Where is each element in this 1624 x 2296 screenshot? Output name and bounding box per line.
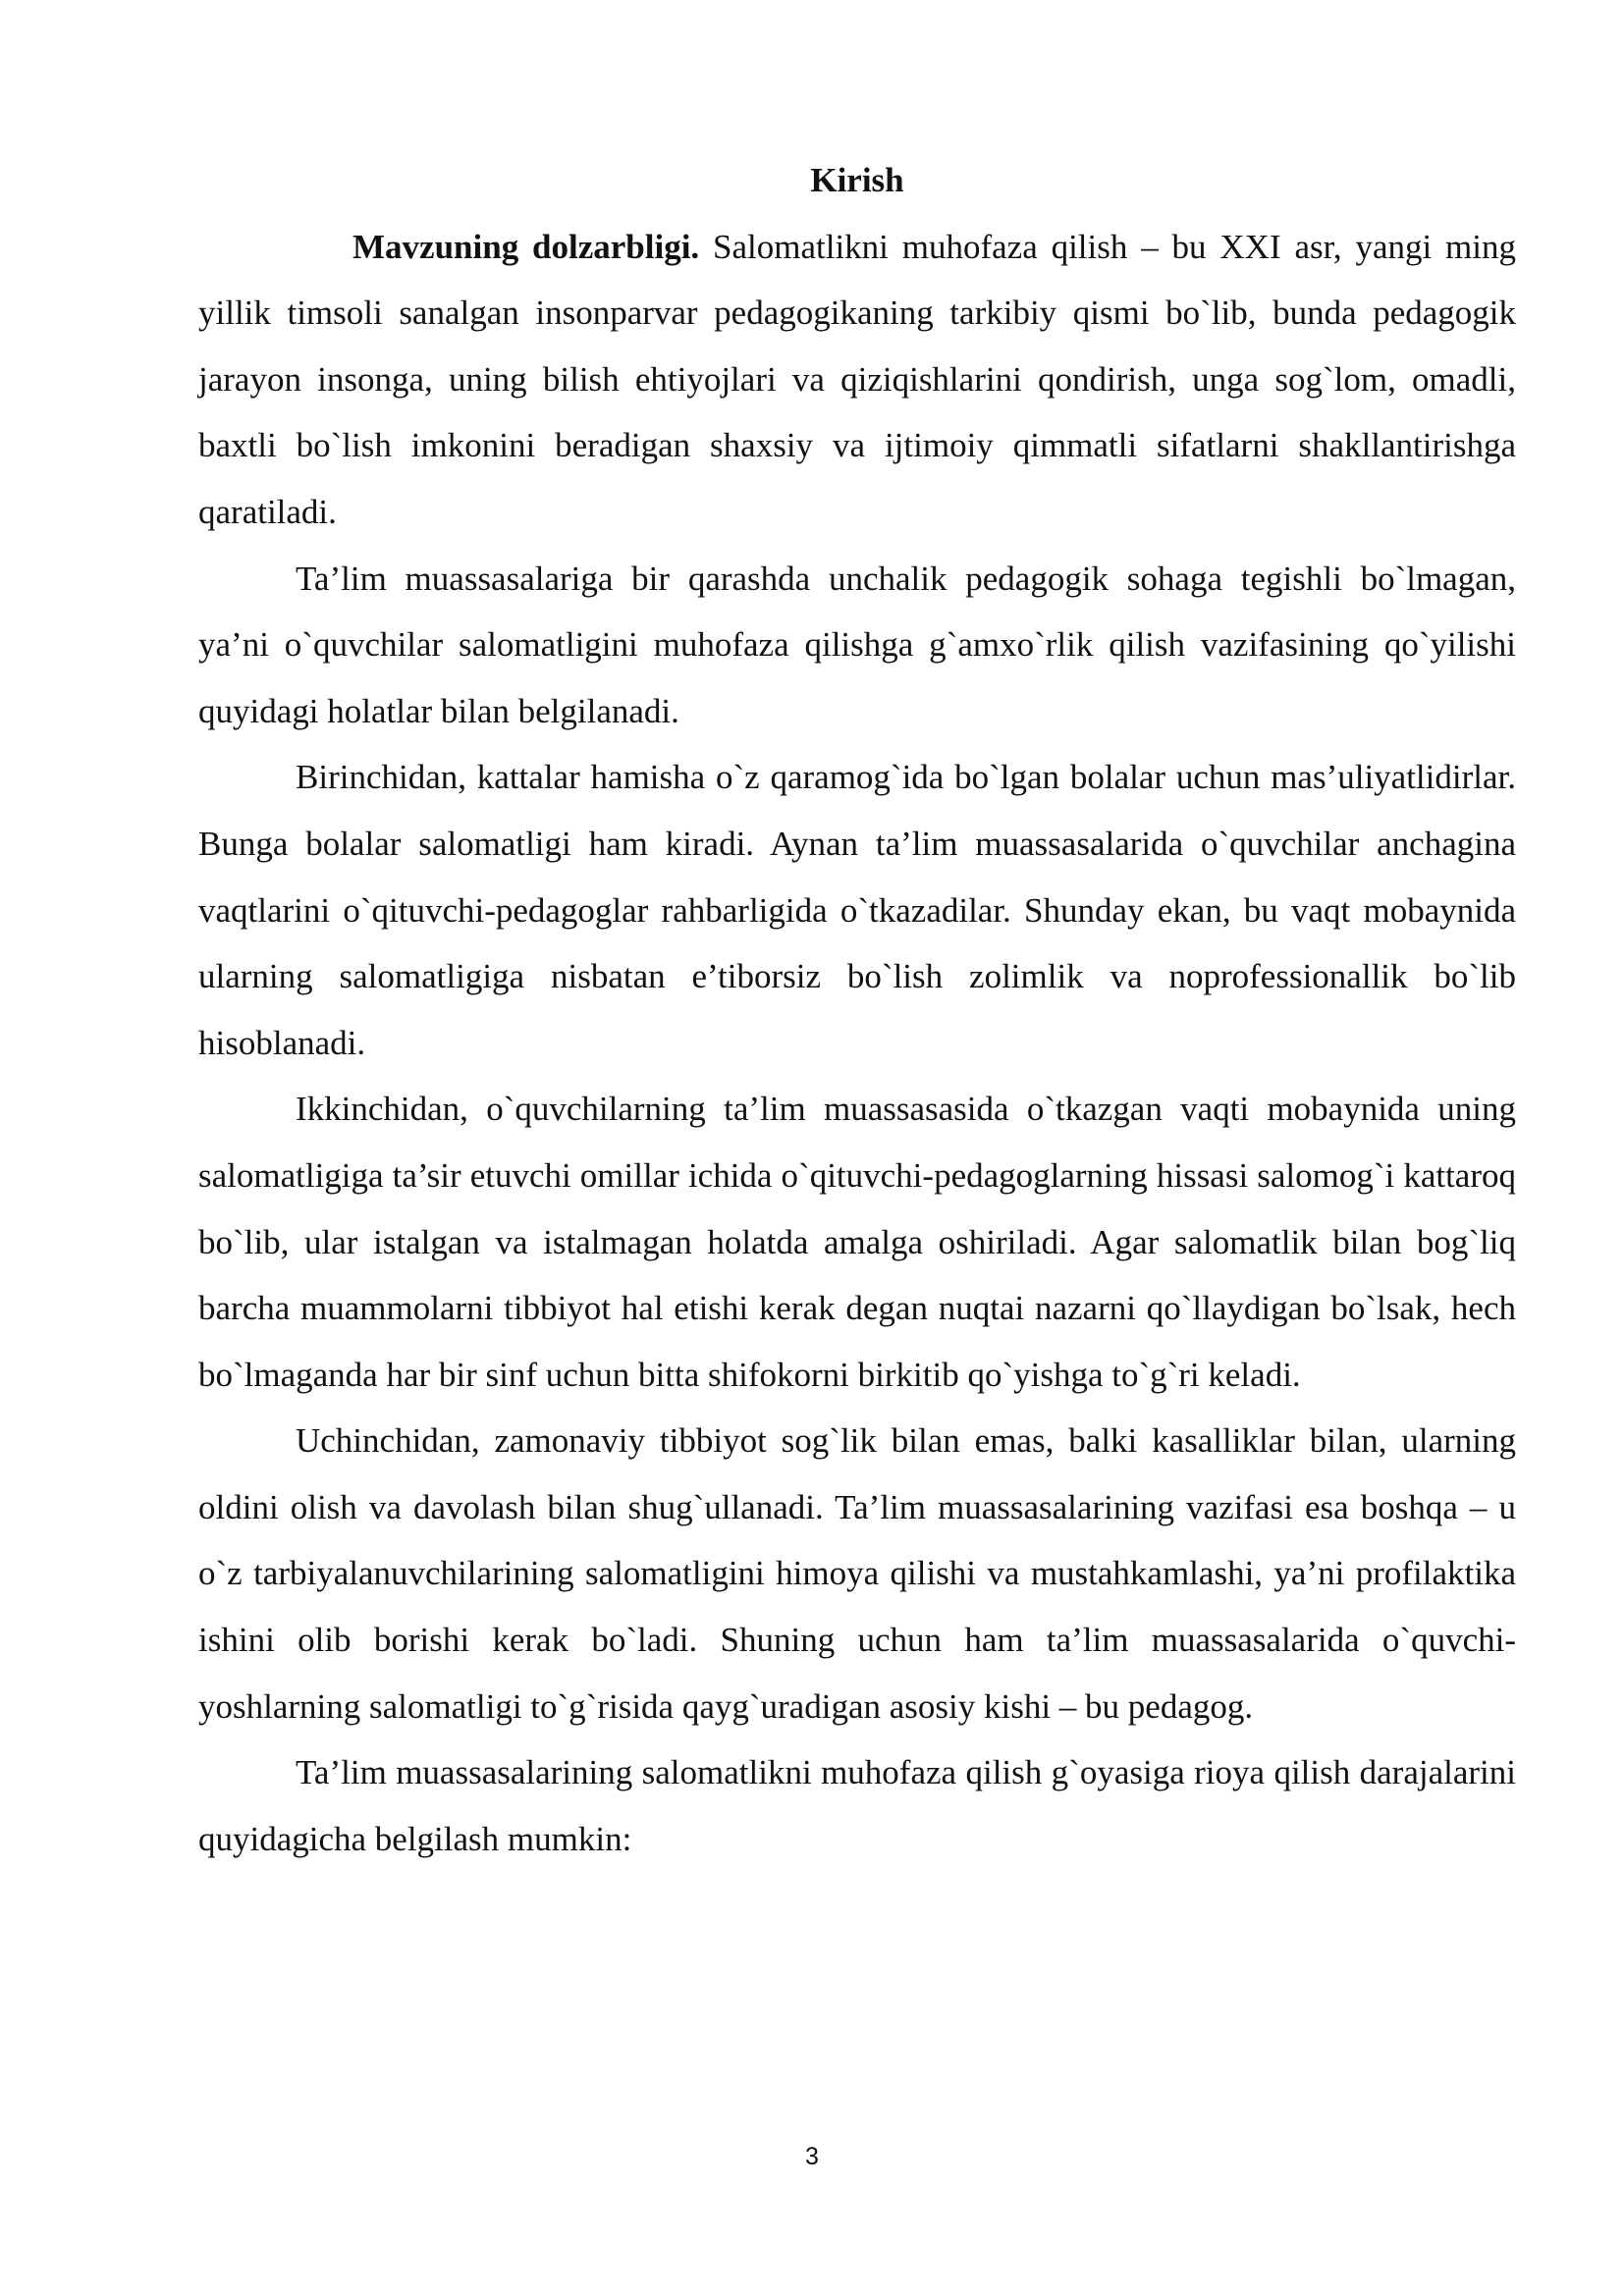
section-heading: Kirish bbox=[810, 161, 904, 199]
page-number: 3 bbox=[805, 2143, 819, 2170]
page-body bbox=[198, 147, 1516, 1872]
paragraph-1: Ta’lim muassasalariga bir qarashda unchalik pedagogik sohaga tegishli bo`lmagan, ya’ni o`quvchilar salomatligini muhofaza qilishga g`amxo`rlik qilish vazifasining qo`yilishi quyidagi holatlar bilan belgilanadi. bbox=[198, 559, 1516, 730]
paragraph-3: Ikkinchidan, o`quvchilarning ta’lim muassasasida o`tkazgan vaqti mobaynida uning salomatligiga ta’sir etuvchi omillar ichida o`qituvchi-pedagoglarning hissasi salomog`i kattaroq bo`lib, ular istalgan va istalmagan holatda amalga oshiriladi. Agar salomatlik bilan bog`liq barcha muammolarni tibbiyot hal etishi kerak degan nuqtai nazarni qo`llaydigan bo`lsak, hech bo`lmaganda har bir sinf uchun bitta shifokorni birkitib qo`yishga to`g`ri keladi. bbox=[198, 1090, 1516, 1394]
lead-paragraph bbox=[198, 214, 1516, 546]
paragraph-2: Birinchidan, kattalar hamisha o`z qaramog`ida bo`lgan bolalar uchun mas’uliyatlidirlar. Bunga bolalar salomatligi ham kiradi. Aynan ta’lim muassasalarida o`quvchilar anchagina vaqtlarini o`qituvchi-pedagoglar rahbarligida o`tkazadilar. Shunday ekan, bu vaqt mobaynida ularning salomatligiga nisbatan e’tiborsiz bo`lish zolimlik va noprofessionallik bo`lib hisoblanadi. bbox=[198, 758, 1516, 1062]
lead-text: Salomatlikni muhofaza qilish – bu XXI asr, yangi ming yillik timsoli sanalgan insonparvar pedagogikaning tarkibiy qismi bo`lib, bunda pedagogik jarayon insonga, uning bilish ehtiyojlari va qiziqishlarini qondirish, unga sog`lom, omadli, baxtli bo`lish imkonini beradigan shaxsiy va ijtimoiy qimmatli sifatlarni shakllantirishga qaratiladi. bbox=[198, 227, 1516, 531]
lead-label: Mavzuning dolzarbligi. bbox=[352, 227, 700, 266]
paragraph-4: Uchinchidan, zamonaviy tibbiyot sog`lik bilan emas, balki kasalliklar bilan, ularning oldini olish va davolash bilan shug`ullanadi. Ta’lim muassasalarining vazifasi esa boshqa – u o`z tarbiyalanuvchilarining salomatligini himoya qilishi va mustahkamlashi, ya’ni profilaktika ishini olib borishi kerak bo`ladi. Shuning uchun ham ta’lim muassasalarida o`quvchi-yoshlarning salomatligi to`g`risida qayg`uradigan asosiy kishi – bu pedagog. bbox=[198, 1421, 1516, 1726]
paragraph-5: Ta’lim muassasalarining salomatlikni muhofaza qilish g`oyasiga rioya qilish darajalarini quyidagicha belgilash mumkin: bbox=[198, 1753, 1516, 1858]
